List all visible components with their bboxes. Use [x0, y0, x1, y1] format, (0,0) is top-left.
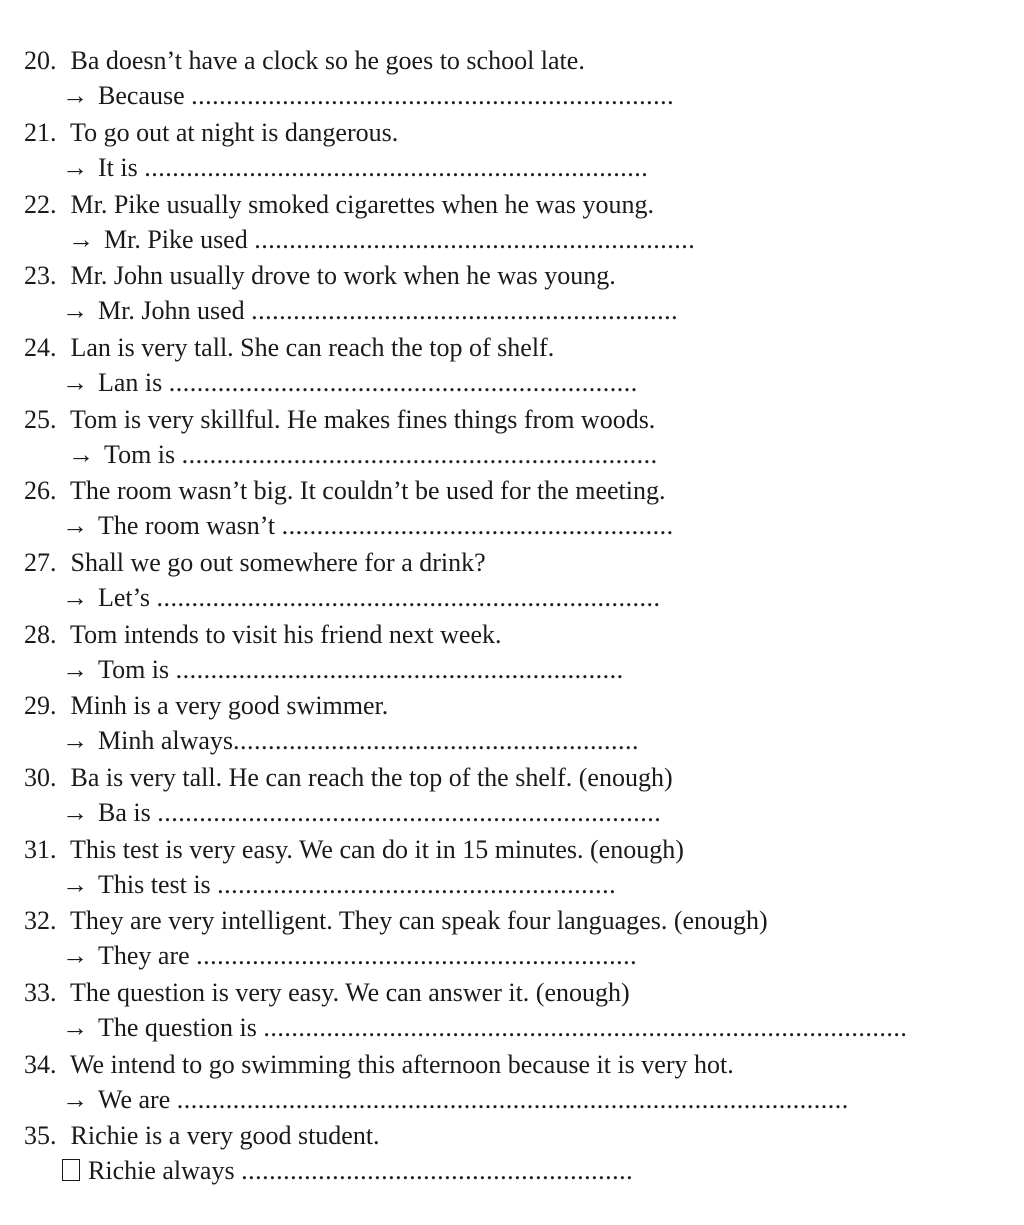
answer-34 [62, 1084, 849, 1116]
question-text: The question is very easy. We can answer it. (enough) [70, 978, 630, 1007]
arrow-icon: → [62, 583, 88, 612]
question-text: Mr. Pike usually smoked cigarettes when he was young. [70, 190, 654, 219]
answer-blank[interactable]: ........................................................................ [157, 798, 662, 827]
answer-28 [62, 654, 624, 686]
question-text: The room wasn’t big. It couldn’t be used for the meeting. [70, 476, 666, 505]
question-number: 22. [24, 190, 57, 219]
question-30 [24, 762, 673, 794]
answer-blank[interactable]: ............................................................... [196, 941, 638, 970]
question-text: Minh is a very good swimmer. [70, 691, 389, 720]
answer-24 [62, 367, 638, 399]
answer-prompt: Mr. John used [98, 296, 252, 325]
arrow-icon: → [62, 798, 88, 827]
answer-prompt: It is [98, 153, 145, 182]
question-number: 31. [24, 835, 57, 864]
answer-prompt: The room wasn’t [98, 511, 282, 540]
question-text: They are very intelligent. They can speak four languages. (enough) [70, 906, 768, 935]
question-text: Ba doesn’t have a clock so he goes to school late. [70, 46, 585, 75]
answer-blank[interactable]: ................................................................... [168, 368, 638, 397]
question-33 [24, 977, 630, 1009]
answer-prompt: Let’s [98, 583, 157, 612]
question-35 [24, 1120, 380, 1152]
answer-35 [62, 1155, 633, 1187]
arrow-icon: → [62, 726, 88, 755]
arrow-icon: → [62, 941, 88, 970]
question-text: This test is very easy. We can do it in 15 minutes. (enough) [70, 835, 684, 864]
question-number: 30. [24, 763, 57, 792]
question-text: We intend to go swimming this afternoon because it is very hot. [70, 1050, 734, 1079]
answer-23 [62, 295, 678, 327]
question-number: 25. [24, 405, 57, 434]
arrow-icon: → [62, 511, 88, 540]
arrow-icon: → [62, 153, 88, 182]
question-number: 35. [24, 1121, 57, 1150]
answer-22 [68, 224, 695, 256]
question-22 [24, 189, 654, 221]
question-number: 28. [24, 620, 57, 649]
question-number: 32. [24, 906, 57, 935]
answer-20 [62, 80, 674, 112]
answer-blank[interactable]: ................................................................................................ [176, 1085, 849, 1114]
question-number: 24. [24, 333, 57, 362]
question-number: 34. [24, 1050, 57, 1079]
question-21 [24, 117, 398, 149]
answer-33 [62, 1012, 907, 1044]
answer-25 [68, 439, 658, 471]
answer-30 [62, 797, 661, 829]
answer-26 [62, 510, 674, 542]
question-number: 20. [24, 46, 57, 75]
question-number: 21. [24, 118, 57, 147]
question-text: Tom intends to visit his friend next week. [70, 620, 502, 649]
answer-prompt: The question is [98, 1013, 264, 1042]
question-number: 26. [24, 476, 57, 505]
answer-prompt: This test is [98, 870, 218, 899]
answer-prompt: Mr. Pike used [104, 225, 255, 254]
answer-prompt: We are [98, 1085, 177, 1114]
question-26 [24, 475, 666, 507]
answer-prompt: Tom is [104, 440, 182, 469]
answer-blank[interactable]: ................................................................ [175, 655, 624, 684]
question-text: Shall we go out somewhere for a drink? [70, 548, 486, 577]
question-number: 33. [24, 978, 57, 1007]
question-text: Lan is very tall. She can reach the top of shelf. [70, 333, 555, 362]
question-27 [24, 547, 486, 579]
question-34 [24, 1049, 734, 1081]
answer-blank[interactable]: .................................................................... [181, 440, 658, 469]
answer-prompt: Tom is [98, 655, 176, 684]
answer-prompt: Ba is [98, 798, 158, 827]
answer-blank[interactable]: ............................................................................................ [263, 1013, 908, 1042]
question-31 [24, 834, 684, 866]
answer-prompt: Richie always [88, 1156, 242, 1185]
arrow-icon: → [62, 81, 88, 110]
answer-prompt: Because [98, 81, 192, 110]
answer-blank[interactable]: ........................................................................ [144, 153, 649, 182]
question-28 [24, 619, 501, 651]
answer-21 [62, 152, 648, 184]
answer-blank[interactable]: ............................................................... [254, 225, 696, 254]
question-text: Tom is very skillful. He makes fines things from woods. [70, 405, 656, 434]
arrow-icon: → [68, 440, 94, 469]
arrow-icon: → [62, 296, 88, 325]
question-number: 29. [24, 691, 57, 720]
arrow-icon: → [62, 1085, 88, 1114]
arrow-icon: → [62, 1013, 88, 1042]
question-20 [24, 45, 585, 77]
question-number: 27. [24, 548, 57, 577]
answer-blank[interactable]: ........................................................ [281, 511, 674, 540]
answer-blank[interactable]: ......................................................... [217, 870, 617, 899]
answer-29 [62, 725, 639, 757]
arrow-icon: → [62, 368, 88, 397]
arrow-icon: → [68, 225, 94, 254]
question-25 [24, 404, 655, 436]
question-text: Mr. John usually drove to work when he was young. [70, 261, 616, 290]
missing-glyph-box [62, 1159, 80, 1181]
question-23 [24, 260, 616, 292]
arrow-icon: → [62, 870, 88, 899]
answer-blank[interactable]: .......................................................... [233, 726, 640, 755]
question-number: 23. [24, 261, 57, 290]
answer-31 [62, 869, 616, 901]
answer-blank[interactable]: ........................................................ [241, 1156, 634, 1185]
question-text: To go out at night is dangerous. [70, 118, 399, 147]
answer-blank[interactable]: ........................................................................ [156, 583, 661, 612]
arrow-icon: → [62, 655, 88, 684]
answer-blank[interactable]: ............................................................. [251, 296, 679, 325]
answer-32 [62, 940, 637, 972]
question-text: Ba is very tall. He can reach the top of the shelf. (enough) [70, 763, 673, 792]
answer-prompt: Minh always [98, 726, 234, 755]
answer-27 [62, 582, 661, 614]
question-24 [24, 332, 554, 364]
question-text: Richie is a very good student. [70, 1121, 380, 1150]
answer-prompt: They are [98, 941, 197, 970]
question-32 [24, 905, 768, 937]
question-29 [24, 690, 388, 722]
answer-blank[interactable]: ..................................................................... [191, 81, 675, 110]
answer-prompt: Lan is [98, 368, 169, 397]
